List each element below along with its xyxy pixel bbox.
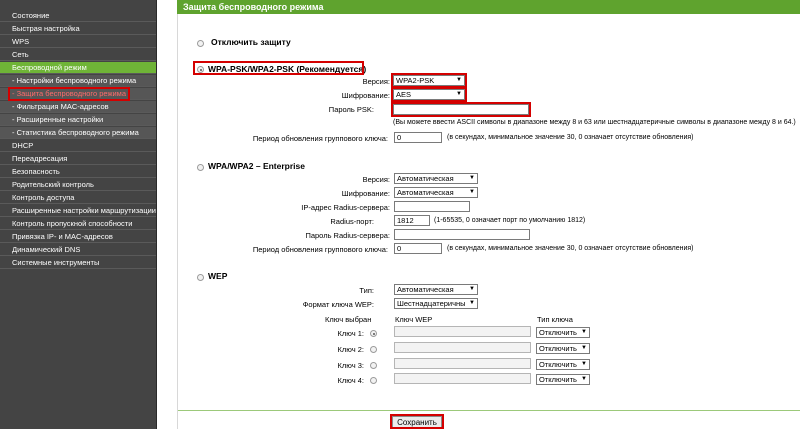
sidebar-item-security[interactable]: Безопасность	[0, 166, 156, 178]
wep-key1-input[interactable]	[394, 326, 531, 337]
disable-security-radio[interactable]	[197, 40, 204, 47]
wep-type-label: Тип:	[359, 286, 374, 295]
wep-key3-input[interactable]	[394, 358, 531, 369]
chevron-down-icon: ▼	[581, 329, 587, 335]
wep-key4-type-value: Отключить	[539, 375, 577, 384]
chevron-down-icon: ▼	[581, 361, 587, 367]
wep-key2-type-select[interactable]	[536, 343, 590, 354]
chevron-down-icon: ▼	[581, 345, 587, 351]
wpa-psk-radio[interactable]	[197, 66, 204, 73]
wep-key2-input[interactable]	[394, 342, 531, 353]
psk-version-value: WPA2-PSK	[396, 76, 435, 85]
wep-key3-type-value: Отключить	[539, 360, 577, 369]
chevron-down-icon: ▼	[469, 175, 475, 181]
sidebar-item-wireless-settings[interactable]: - Настройки беспроводного режима	[0, 75, 156, 87]
psk-version-label: Версия:	[362, 77, 390, 86]
ent-version-select[interactable]	[394, 173, 478, 184]
psk-period-label: Период обновления группового ключа:	[252, 134, 388, 143]
sidebar-item-access-control[interactable]: Контроль доступа	[0, 192, 156, 204]
wep-key4-radio[interactable]	[370, 377, 377, 384]
sidebar-item-mac-filtering[interactable]: - Фильтрация MAC-адресов	[0, 101, 156, 113]
sidebar-item-advanced-routing[interactable]: Расширенные настройки маршрутизации	[0, 205, 156, 217]
chevron-down-icon: ▼	[456, 77, 462, 83]
wep-radio[interactable]	[197, 274, 204, 281]
wep-key3-label: Ключ 3:	[337, 361, 364, 370]
ent-version-label: Версия:	[362, 175, 390, 184]
wep-key1-radio[interactable]	[370, 330, 377, 337]
radius-ip-label: IP-адрес Radius-сервера:	[301, 203, 390, 212]
wpa-psk-title: WPA-PSK/WPA2-PSK (Рекомендуется)	[208, 64, 367, 74]
sidebar-item-dhcp[interactable]: DHCP	[0, 140, 156, 152]
wep-key1-type-select[interactable]	[536, 327, 590, 338]
sidebar-item-wireless-advanced[interactable]: - Расширенные настройки	[0, 114, 156, 126]
ent-encryption-label: Шифрование:	[341, 189, 390, 198]
wep-key1-label: Ключ 1:	[337, 329, 364, 338]
wep-type-select[interactable]	[394, 284, 478, 295]
psk-encryption-select[interactable]	[393, 89, 465, 100]
wep-key3-type-select[interactable]	[536, 359, 590, 370]
psk-period-note: (в секундах, минимальное значение 30, 0 означает отсутствие обновления)	[447, 134, 694, 141]
sidebar	[0, 0, 157, 429]
wpa-enterprise-title: WPA/WPA2 – Enterprise	[208, 161, 305, 171]
wep-format-label: Формат ключа WEP:	[302, 300, 374, 309]
wep-col-type: Тип ключа	[537, 315, 573, 324]
wep-key4-label: Ключ 4:	[337, 376, 364, 385]
psk-encryption-value: AES	[396, 90, 412, 99]
save-button[interactable]: Сохранить	[392, 416, 442, 429]
psk-password-input[interactable]	[393, 104, 529, 115]
wep-key1-type-value: Отключить	[539, 328, 577, 337]
wep-key2-type-value: Отключить	[539, 344, 577, 353]
radius-pass-label: Пароль Radius-сервера:	[305, 231, 390, 240]
radius-pass-input[interactable]	[394, 229, 530, 240]
footer-divider	[178, 410, 800, 411]
sidebar-item-network[interactable]: Сеть	[0, 49, 156, 61]
content-left-border	[177, 14, 178, 429]
ent-version-value: Автоматическая	[397, 174, 454, 183]
wep-key3-radio[interactable]	[370, 362, 377, 369]
wep-format-select[interactable]	[394, 298, 478, 309]
wep-format-value: Шестнадцатеричны	[397, 299, 466, 308]
sidebar-item-ddns[interactable]: Динамический DNS	[0, 244, 156, 256]
wep-col-key: Ключ WEP	[395, 315, 433, 324]
wpa-enterprise-radio[interactable]	[197, 164, 204, 171]
radius-ip-input[interactable]	[394, 201, 470, 212]
sidebar-item-forwarding[interactable]: Переадресация	[0, 153, 156, 165]
ent-period-label: Период обновления группового ключа:	[252, 245, 388, 254]
sidebar-item-status[interactable]: Состояние	[0, 10, 156, 22]
page-title: Защита беспроводного режима	[177, 0, 800, 14]
sidebar-item-parental-control[interactable]: Родительский контроль	[0, 179, 156, 191]
chevron-down-icon: ▼	[456, 91, 462, 97]
wep-col-selected: Ключ выбран	[325, 315, 372, 324]
wep-key4-type-select[interactable]	[536, 374, 590, 385]
sidebar-item-ip-mac-binding[interactable]: Привязка IP- и MAC-адресов	[0, 231, 156, 243]
ent-period-note: (в секундах, минимальное значение 30, 0 означает отсутствие обновления)	[447, 245, 694, 252]
radius-port-label: Radius-порт:	[330, 217, 374, 226]
psk-encryption-label: Шифрование:	[341, 91, 390, 100]
ent-encryption-select[interactable]	[394, 187, 478, 198]
sidebar-item-quick-setup[interactable]: Быстрая настройка	[0, 23, 156, 35]
ent-period-input[interactable]: 0	[394, 243, 442, 254]
wep-key2-label: Ключ 2:	[337, 345, 364, 354]
chevron-down-icon: ▼	[469, 300, 475, 306]
radius-port-note: (1-65535, 0 означает порт по умолчанию 1812)	[434, 217, 586, 224]
wep-title: WEP	[208, 271, 228, 281]
radius-port-input[interactable]: 1812	[394, 215, 430, 226]
sidebar-item-wireless[interactable]: Беспроводной режим	[0, 62, 156, 74]
sidebar-item-wireless-security[interactable]: - Защита беспроводного режима	[0, 88, 156, 100]
psk-period-input[interactable]: 0	[394, 132, 442, 143]
chevron-down-icon: ▼	[581, 376, 587, 382]
psk-password-note: (Вы можете ввести ASCII символы в диапазоне между 8 и 63 или шестнадцатеричные символы в диапазоне между 8 и 64.)	[393, 119, 796, 126]
content-gutter	[157, 0, 177, 429]
sidebar-item-system-tools[interactable]: Системные инструменты	[0, 257, 156, 269]
disable-security-label: Отключить защиту	[211, 37, 291, 47]
sidebar-item-wireless-statistics[interactable]: - Статистика беспроводного режима	[0, 127, 156, 139]
wep-type-value: Автоматическая	[397, 285, 454, 294]
chevron-down-icon: ▼	[469, 189, 475, 195]
wep-key4-input[interactable]	[394, 373, 531, 384]
psk-version-select[interactable]	[393, 75, 465, 86]
psk-password-label: Пароль PSK:	[328, 105, 374, 114]
sidebar-item-bandwidth-control[interactable]: Контроль пропускной способности	[0, 218, 156, 230]
sidebar-item-wps[interactable]: WPS	[0, 36, 156, 48]
chevron-down-icon: ▼	[469, 286, 475, 292]
ent-encryption-value: Автоматическая	[397, 188, 454, 197]
wep-key2-radio[interactable]	[370, 346, 377, 353]
